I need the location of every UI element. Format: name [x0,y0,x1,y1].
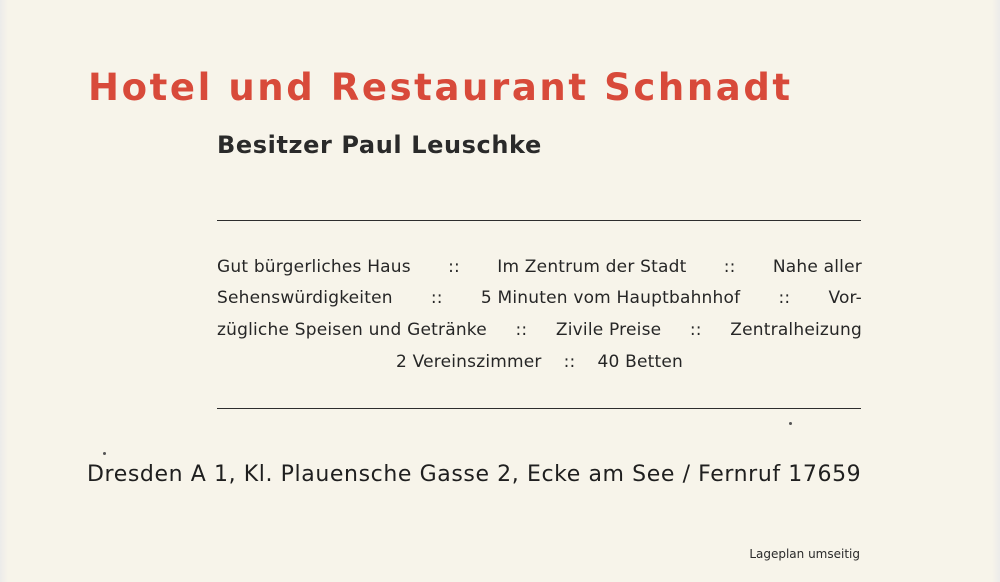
separator: :: [723,257,736,277]
separator: :: [448,257,460,277]
separator: :: [430,288,443,308]
separator: :: [778,288,791,308]
paper-speck [789,422,792,425]
description-text: Nahe aller [772,257,862,277]
description-text: Im Zentrum der Stadt [497,257,687,277]
map-note: Lageplan umseitig [749,547,860,561]
description-text: 5 Minuten vom Hauptbahnhof [480,288,741,308]
separator: :: [689,320,702,340]
paper-edge-right [992,0,1000,582]
description-line-1 [217,257,862,277]
separator: :: [563,352,576,372]
address-line: Dresden A 1, Kl. Plauensche Gasse 2, Ecke am See / Fernruf 17659 [87,462,862,487]
description-text: 2 Vereinszimmer [395,352,542,372]
paper-speck [103,452,106,455]
owner-line: Besitzer Paul Leuschke [217,131,542,159]
description-text: Sehenswürdigkeiten [217,288,393,308]
description-line-3 [217,320,862,340]
description-text: 40 Betten [597,352,684,372]
description-line-4 [217,352,862,372]
bottom-divider [217,408,861,409]
description-text: Gut bürgerliches Haus [217,257,411,277]
top-divider [217,220,861,221]
separator: :: [515,320,528,340]
description-text: zügliche Speisen und Getränke [217,320,487,340]
paper-edge-left [0,0,8,582]
hotel-title: Hotel und Restaurant Schnadt [88,66,793,109]
description-line-2 [217,288,862,308]
description-text: Zivile Preise [555,320,662,340]
description-text: Zentralheizung [730,320,862,340]
description-text: Vor- [828,288,862,308]
